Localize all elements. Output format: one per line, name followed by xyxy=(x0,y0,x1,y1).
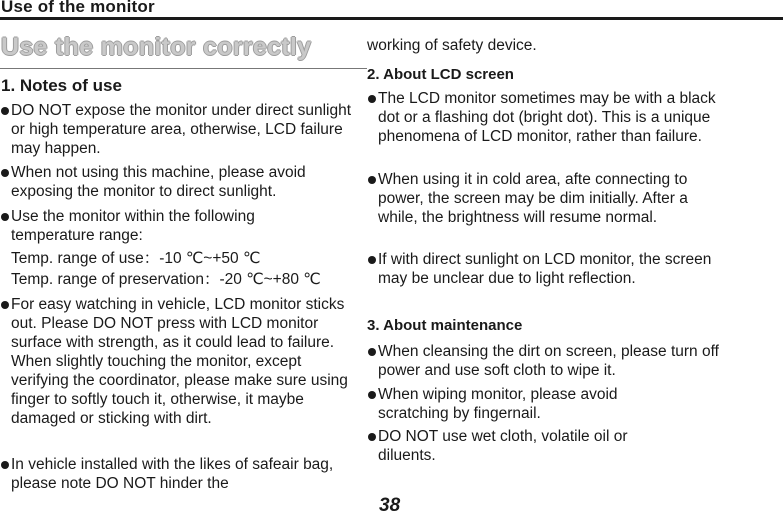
maintenance-heading: 3. About maintenance xyxy=(367,317,523,334)
section-title: Use the monitor correctly xyxy=(1,33,312,61)
bullet-text: When not using this machine, please avoid exposing the monitor to direct sunlight. xyxy=(11,164,306,200)
list-item xyxy=(0,295,363,428)
bullet-text: In vehicle installed with the likes of safeair bag, please note DO NOT hinder the xyxy=(11,456,334,492)
list-item xyxy=(367,427,678,465)
temp-range-use: Temp. range of use：-10 ℃~+50 ℃ xyxy=(11,250,261,267)
notes-of-use-heading: 1. Notes of use xyxy=(1,76,122,95)
bullet-text: DO NOT use wet cloth, volatile oil or diluents. xyxy=(378,428,628,464)
lcd-screen-heading: 2. About LCD screen xyxy=(367,66,514,83)
temp-range-preservation: Temp. range of preservation：-20 ℃~+80 ℃ xyxy=(11,271,321,288)
page-number: 38 xyxy=(379,495,401,516)
bullet-text: Use the monitor within the following temperature range: xyxy=(11,208,255,244)
continuation-text: working of safety device. xyxy=(367,37,537,54)
list-item xyxy=(0,455,367,493)
bullet-text: The LCD monitor sometimes may be with a black dot or a flashing dot (bright dot). This is a unique phenomena of LCD monitor, rather than failure. xyxy=(378,90,716,145)
list-item xyxy=(367,250,723,288)
list-item xyxy=(367,342,730,380)
title-divider xyxy=(0,68,367,69)
header-title: Use of the monitor xyxy=(1,0,155,16)
bullet-text: When using it in cold area, afte connecting to power, the screen may be dim initially. After a while, the brightness will resume normal. xyxy=(378,171,688,226)
page-header xyxy=(0,0,783,20)
list-item xyxy=(367,89,730,146)
list-item xyxy=(0,163,367,201)
list-item xyxy=(367,170,730,227)
list-item xyxy=(367,385,678,423)
bullet-text: When cleansing the dirt on screen, please turn off power and use soft cloth to wipe it. xyxy=(378,343,719,379)
list-item xyxy=(0,101,356,158)
list-item xyxy=(0,207,311,245)
bullet-text: If with direct sunlight on LCD monitor, the screen may be unclear due to light reflection. xyxy=(378,251,712,287)
bullet-text: DO NOT expose the monitor under direct sunlight or high temperature area, otherwise, LCD failure may happen. xyxy=(11,102,352,157)
bullet-text: When wiping monitor, please avoid scratching by fingernail. xyxy=(378,386,618,422)
bullet-text: For easy watching in vehicle, LCD monitor sticks out. Please DO NOT press with LCD monitor surface with strength, as it could lead to failure. When slightly touching the monitor, except verifying the coordinator, please make sure using finger to softly touch it, otherwise, it maybe damaged or sticking with dirt. xyxy=(11,296,348,427)
